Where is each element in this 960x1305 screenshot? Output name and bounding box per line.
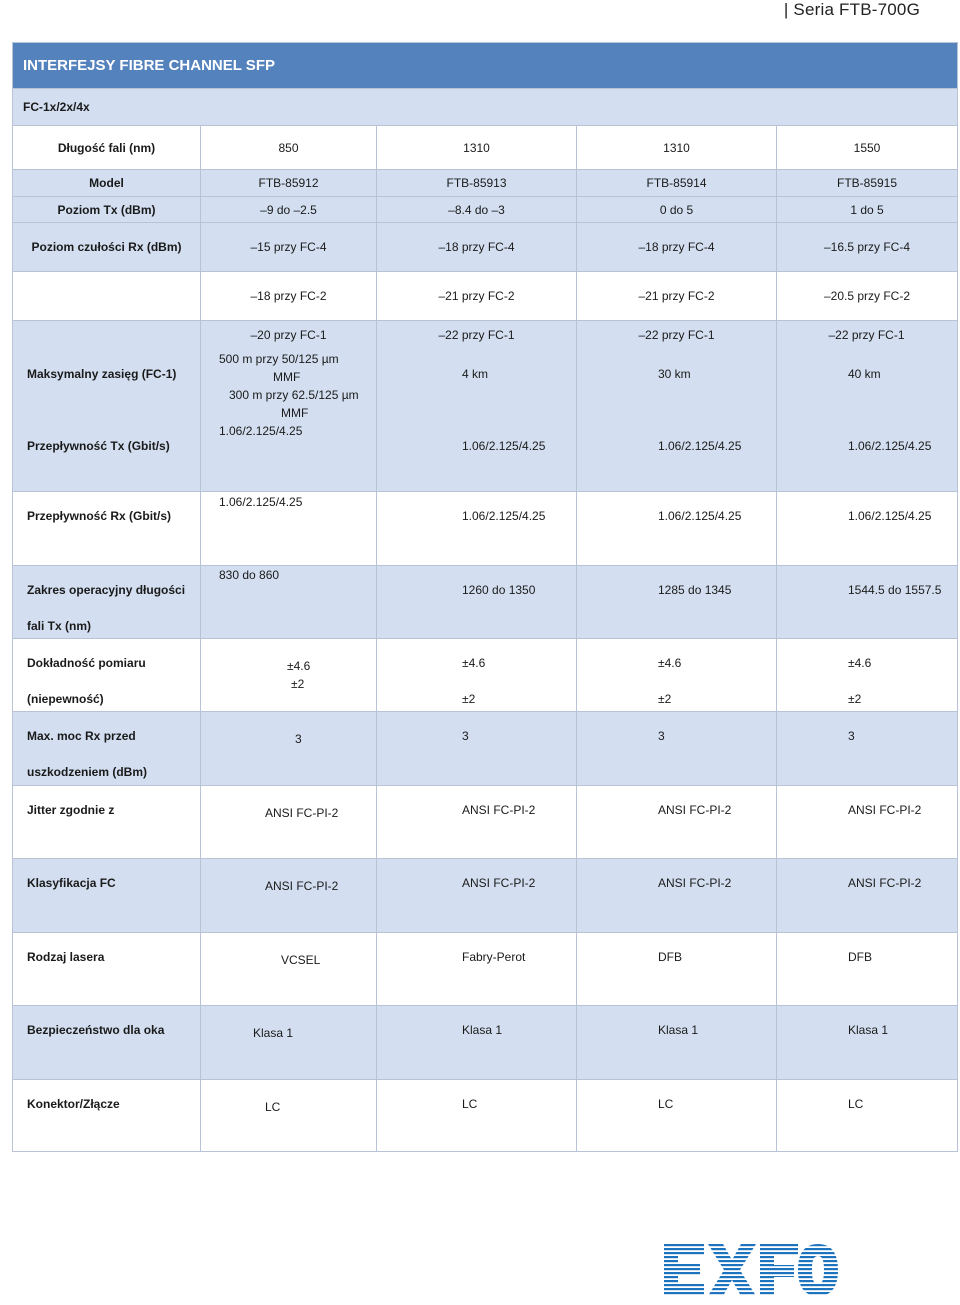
- rx-sensitivity-fc1-value: –20 przy FC-1: [250, 328, 327, 342]
- wavelength-value: 850: [201, 126, 377, 169]
- rx-rate-cell: [777, 492, 957, 565]
- jitter-value: ANSI FC-PI-2: [462, 803, 536, 817]
- eye-safety-label-cell: [13, 1006, 201, 1079]
- reach-col-3: [577, 321, 777, 491]
- table-title: INTERFEJSY FIBRE CHANNEL SFP: [13, 43, 957, 89]
- wavelength-label: Długość fali (nm): [13, 126, 201, 169]
- rx-sensitivity-fc2-value: –21 przy FC-2: [377, 272, 577, 320]
- eye-safety-cell: [201, 1006, 377, 1079]
- laser-cell: [377, 933, 577, 1005]
- connector-value: LC: [658, 1097, 674, 1111]
- accuracy-cell: [577, 639, 777, 711]
- eye-safety-cell: [377, 1006, 577, 1079]
- laser-value: Fabry-Perot: [462, 950, 526, 964]
- reach-col-2: [377, 321, 577, 491]
- accuracy-value: ±2: [658, 692, 672, 706]
- rx-rate-label-cell: [13, 492, 201, 565]
- connector-cell: [777, 1080, 957, 1151]
- max-rx-cell: [577, 712, 777, 785]
- jitter-cell: [577, 786, 777, 858]
- rx-rate-value: 1.06/2.125/4.25: [848, 509, 932, 523]
- eye-safety-value: Klasa 1: [658, 1023, 699, 1037]
- max-reach-value: 4 km: [462, 367, 489, 381]
- max-rx-value: 3: [848, 729, 855, 743]
- jitter-cell: [377, 786, 577, 858]
- connector-cell: [577, 1080, 777, 1151]
- fc-class-cell: [777, 859, 957, 932]
- fc-class-value: ANSI FC-PI-2: [658, 876, 732, 890]
- accuracy-value: ±4.6: [658, 656, 682, 670]
- op-range-value: 1285 do 1345: [658, 583, 732, 597]
- op-range-value: 830 do 860: [219, 568, 280, 582]
- max-rx-cell: [777, 712, 957, 785]
- rx-sensitivity-fc2-value: –21 przy FC-2: [577, 272, 777, 320]
- rx-rate-cell: [577, 492, 777, 565]
- row-reach-block: [13, 321, 957, 492]
- op-range-cell: [201, 566, 377, 638]
- max-reach-line: MMF: [281, 406, 309, 420]
- tx-level-value: 1 do 5: [850, 202, 884, 217]
- tx-rate-value: 1.06/2.125/4.25: [219, 424, 303, 438]
- fc-class-value: ANSI FC-PI-2: [462, 876, 536, 890]
- accuracy-value: ±4.6: [848, 656, 872, 670]
- row-laser: [13, 933, 957, 1006]
- jitter-value: ANSI FC-PI-2: [265, 806, 339, 820]
- exfo-logo: [660, 1240, 840, 1300]
- tx-rate-value: 1.06/2.125/4.25: [848, 439, 932, 453]
- tx-level-label: Poziom Tx (dBm): [13, 197, 201, 222]
- jitter-label-cell: [13, 786, 201, 858]
- row-rx-sensitivity-fc2: [13, 272, 957, 321]
- model-value: FTB-85914: [577, 170, 777, 196]
- rx-sensitivity-label: Poziom czułości Rx (dBm): [13, 223, 201, 271]
- rx-rate-cell: [201, 492, 377, 565]
- fc-class-cell: [577, 859, 777, 932]
- fc-class-label: Klasyfikacja FC: [27, 876, 116, 890]
- row-tx-level: [13, 197, 957, 223]
- row-accuracy: [13, 639, 957, 712]
- jitter-cell: [201, 786, 377, 858]
- op-range-value: 1544.5 do 1557.5: [848, 583, 942, 597]
- op-range-cell: [377, 566, 577, 638]
- max-rx-label: Max. moc Rx przed: [27, 729, 136, 743]
- max-rx-value: 3: [462, 729, 469, 743]
- max-rx-value: 3: [658, 729, 665, 743]
- tx-level-value: –8.4 do –3: [377, 197, 577, 222]
- tx-rate-value: 1.06/2.125/4.25: [462, 439, 546, 453]
- model-value: FTB-85915: [836, 176, 898, 190]
- max-reach-label: Maksymalny zasięg (FC-1): [27, 367, 177, 381]
- laser-cell: [577, 933, 777, 1005]
- jitter-value: ANSI FC-PI-2: [658, 803, 732, 817]
- op-range-label-cell: [13, 566, 201, 638]
- row-wavelength: [13, 126, 957, 170]
- rx-sensitivity-value: –16.5 przy FC-4: [823, 240, 911, 254]
- laser-label: Rodzaj lasera: [27, 950, 105, 964]
- tx-level-value: –9 do –2.5: [201, 197, 377, 222]
- rx-sensitivity-value: –18 przy FC-4: [377, 223, 577, 271]
- laser-value: DFB: [658, 950, 682, 964]
- accuracy-value: ±2: [462, 692, 476, 706]
- tx-rate-value: 1.06/2.125/4.25: [658, 439, 742, 453]
- max-rx-label-cell: [13, 712, 201, 785]
- laser-cell: [201, 933, 377, 1005]
- eye-safety-value: Klasa 1: [848, 1023, 889, 1037]
- reach-col-1: [201, 321, 377, 491]
- rx-rate-value: 1.06/2.125/4.25: [462, 509, 546, 523]
- eye-safety-value: Klasa 1: [253, 1026, 294, 1040]
- connector-value: LC: [265, 1100, 281, 1114]
- model-value: FTB-85912: [201, 170, 377, 196]
- op-range-label: fali Tx (nm): [27, 619, 92, 633]
- wavelength-value: 1310: [577, 126, 777, 169]
- row-op-range: [13, 566, 957, 639]
- rx-sensitivity-fc1-value: –22 przy FC-1: [438, 328, 515, 342]
- laser-value: DFB: [848, 950, 872, 964]
- row-rx-rate: [13, 492, 957, 566]
- rx-rate-value: 1.06/2.125/4.25: [219, 495, 303, 509]
- model-value: FTB-85913: [377, 170, 577, 196]
- tx-rate-label: Przepływność Tx (Gbit/s): [27, 439, 170, 453]
- op-range-value: 1260 do 1350: [462, 583, 536, 597]
- wavelength-value: 1310: [377, 126, 577, 169]
- max-rx-label: uszkodzeniem (dBm): [27, 765, 148, 779]
- accuracy-value: ±4.6: [287, 659, 311, 673]
- op-range-cell: [577, 566, 777, 638]
- row-max-rx: [13, 712, 957, 786]
- table-subtitle: FC-1x/2x/4x: [13, 89, 957, 126]
- tx-level-value: 0 do 5: [577, 197, 777, 222]
- jitter-label: Jitter zgodnie z: [27, 803, 115, 817]
- rx-rate-value: 1.06/2.125/4.25: [658, 509, 742, 523]
- connector-cell: [377, 1080, 577, 1151]
- max-reach-value: 40 km: [848, 367, 881, 381]
- rx-sensitivity-value: –18 przy FC-4: [577, 223, 777, 271]
- laser-value: VCSEL: [281, 953, 321, 967]
- fc-class-value: ANSI FC-PI-2: [848, 876, 922, 890]
- eye-safety-cell: [777, 1006, 957, 1079]
- connector-value: LC: [462, 1097, 478, 1111]
- connector-value: LC: [848, 1097, 864, 1111]
- spec-table: [12, 42, 958, 1152]
- accuracy-cell: [777, 639, 957, 711]
- rx-rate-label: Przepływność Rx (Gbit/s): [27, 509, 172, 523]
- max-rx-cell: [377, 712, 577, 785]
- accuracy-value: ±2: [848, 692, 862, 706]
- wavelength-value: 1550: [853, 140, 881, 155]
- fc-class-cell: [377, 859, 577, 932]
- accuracy-label: (niepewność): [27, 692, 104, 706]
- rx-sensitivity-fc2-value: –18 przy FC-2: [201, 272, 377, 320]
- laser-label-cell: [13, 933, 201, 1005]
- max-reach-line: 300 m przy 62.5/125 µm: [229, 388, 359, 402]
- model-label: Model: [13, 170, 201, 196]
- rx-rate-cell: [377, 492, 577, 565]
- max-reach-line: 500 m przy 50/125 µm: [219, 352, 339, 366]
- row-model: [13, 170, 957, 197]
- jitter-value: ANSI FC-PI-2: [848, 803, 922, 817]
- laser-cell: [777, 933, 957, 1005]
- fc-class-value: ANSI FC-PI-2: [265, 879, 339, 893]
- row-fc-class: [13, 859, 957, 933]
- accuracy-label-cell: [13, 639, 201, 711]
- jitter-cell: [777, 786, 957, 858]
- accuracy-value: ±2: [291, 677, 305, 691]
- accuracy-value: ±4.6: [462, 656, 486, 670]
- connector-label: Konektor/Złącze: [27, 1097, 120, 1111]
- max-reach-line: MMF: [273, 370, 301, 384]
- fc-class-label-cell: [13, 859, 201, 932]
- row-eye-safety: [13, 1006, 957, 1080]
- row-connector: [13, 1080, 957, 1151]
- eye-safety-label: Bezpieczeństwo dla oka: [27, 1023, 165, 1037]
- empty-cell: [13, 272, 201, 320]
- reach-col-4: [777, 321, 957, 491]
- max-rx-cell: [201, 712, 377, 785]
- rx-sensitivity-fc2-value: –20.5 przy FC-2: [823, 289, 911, 303]
- max-rx-value: 3: [295, 732, 302, 746]
- row-jitter: [13, 786, 957, 859]
- accuracy-label: Dokładność pomiaru: [27, 656, 146, 670]
- op-range-cell: [777, 566, 957, 638]
- reach-labels: [13, 321, 201, 491]
- rx-sensitivity-fc1-value: –22 przy FC-1: [828, 328, 905, 342]
- series-title: | Seria FTB-700G: [783, 0, 920, 19]
- fc-class-cell: [201, 859, 377, 932]
- eye-safety-cell: [577, 1006, 777, 1079]
- accuracy-cell: [201, 639, 377, 711]
- row-rx-sensitivity: [13, 223, 957, 272]
- accuracy-cell: [377, 639, 577, 711]
- max-reach-value: 30 km: [658, 367, 691, 381]
- eye-safety-value: Klasa 1: [462, 1023, 503, 1037]
- rx-sensitivity-fc1-value: –22 przy FC-1: [638, 328, 715, 342]
- connector-cell: [201, 1080, 377, 1151]
- op-range-label: Zakres operacyjny długości: [27, 583, 186, 597]
- connector-label-cell: [13, 1080, 201, 1151]
- rx-sensitivity-value: –15 przy FC-4: [201, 223, 377, 271]
